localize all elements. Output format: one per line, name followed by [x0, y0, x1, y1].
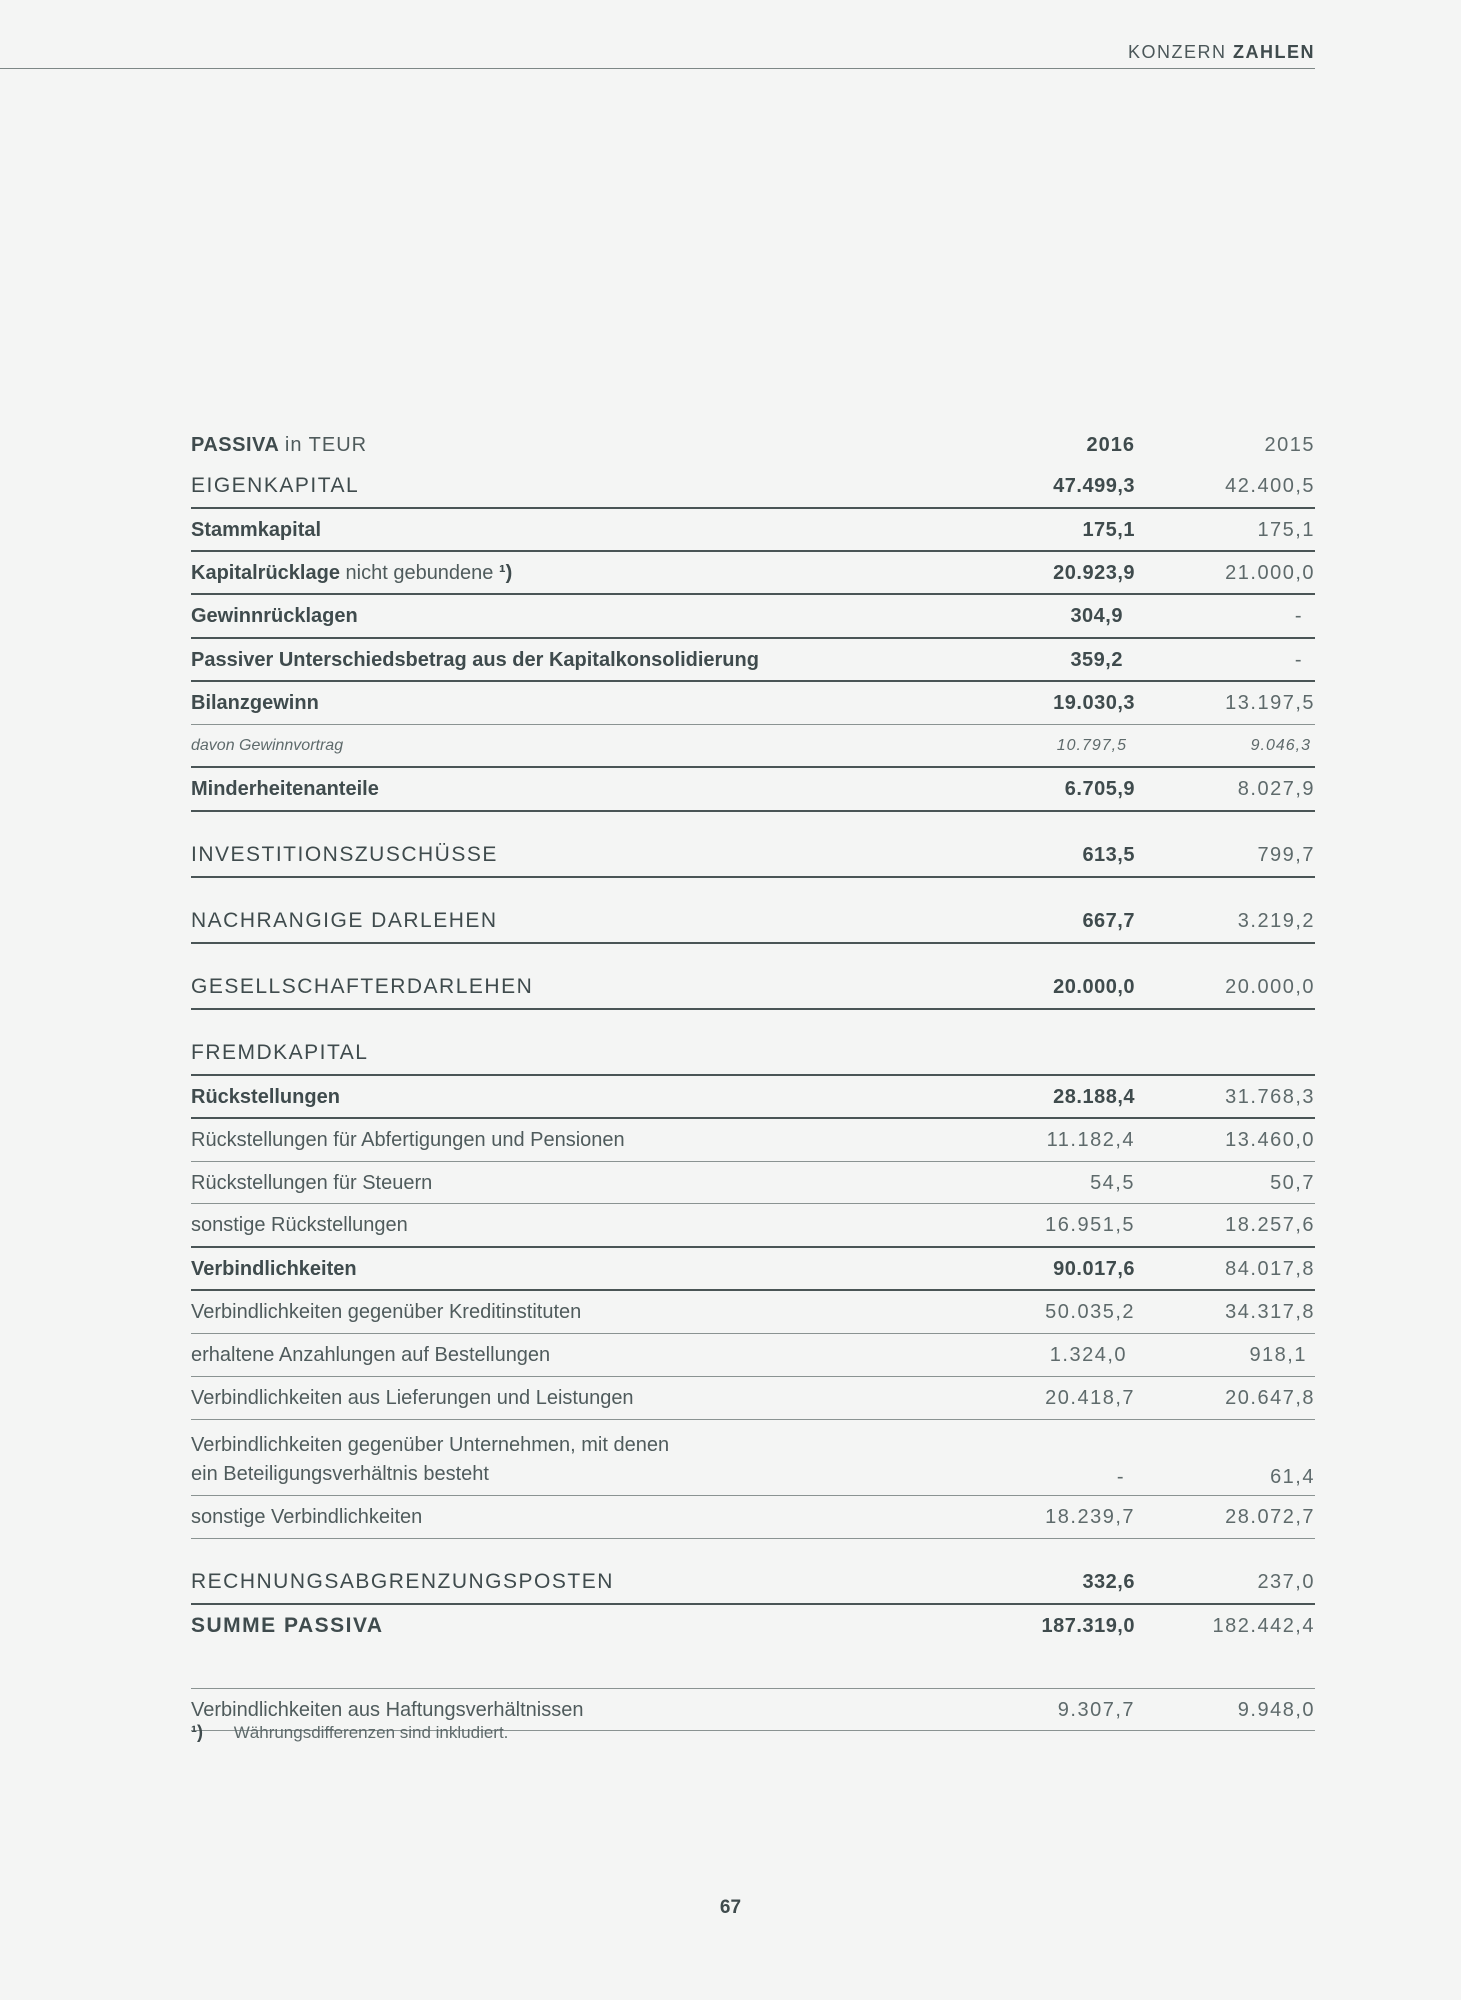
table-row — [191, 900, 1315, 944]
table-row — [191, 768, 1315, 812]
row-label: erhaltene Anzahlungen auf Bestellungen — [191, 1344, 551, 1366]
value-2015: 182.442,4 — [1212, 1614, 1315, 1637]
table-row — [191, 1119, 1315, 1162]
value-2015: 20.000,0 — [1225, 976, 1315, 998]
row-label: Rückstellungen — [191, 1085, 340, 1108]
row-label — [191, 1431, 925, 1489]
value-2016: - — [1116, 1466, 1125, 1488]
value-2016: 187.319,0 — [1041, 1614, 1135, 1637]
value-2015: 31.768,3 — [1225, 1085, 1315, 1108]
row-label-main: Kapitalrücklage — [191, 561, 340, 584]
row-label: Stammkapital — [191, 518, 322, 541]
table-row — [191, 1377, 1315, 1420]
row-label: EIGENKAPITAL — [191, 474, 360, 497]
value-2015: 799,7 — [1257, 844, 1315, 866]
row-label: Minderheitenanteile — [191, 778, 379, 800]
value-2016: 332,6 — [1082, 1571, 1135, 1593]
value-2016: 9.307,7 — [1057, 1698, 1135, 1721]
table-row-total — [191, 1605, 1315, 1646]
page-number: 67 — [719, 1897, 742, 1918]
row-label — [191, 561, 935, 585]
value-2015: - — [1294, 605, 1303, 627]
table-row — [191, 682, 1315, 725]
table-row — [191, 834, 1315, 878]
row-label: Verbindlichkeiten aus Lieferungen und Leistungen — [191, 1387, 634, 1409]
table-title-unit: in TEUR — [284, 433, 368, 456]
value-2015: 8.027,9 — [1237, 778, 1315, 800]
value-2015: - — [1294, 648, 1303, 671]
value-2016: 359,2 — [1070, 648, 1123, 671]
value-2015: 9.948,0 — [1237, 1698, 1315, 1721]
value-2016: 20.000,0 — [1053, 976, 1135, 998]
row-label-suffix: nicht gebundene — [345, 561, 494, 584]
value-2016: 20.418,7 — [1045, 1387, 1135, 1409]
row-label: Passiver Unterschiedsbetrag aus der Kapitalkonsolidierung — [191, 648, 759, 671]
table-row — [191, 1162, 1315, 1204]
table-row — [191, 1291, 1315, 1334]
row-label: sonstige Rückstellungen — [191, 1214, 408, 1236]
value-2016: 20.923,9 — [1053, 561, 1135, 584]
value-2016: 1.324,0 — [1049, 1344, 1127, 1366]
table-row — [191, 1076, 1315, 1119]
row-label: Gewinnrücklagen — [191, 605, 358, 627]
value-2016: 613,5 — [1082, 844, 1135, 866]
header-title-bold: ZAHLEN — [1233, 42, 1315, 62]
table-row — [191, 595, 1315, 639]
row-label: SUMME PASSIVA — [191, 1613, 384, 1637]
table-row — [191, 1420, 1315, 1496]
table-row — [191, 1248, 1315, 1291]
table-row — [191, 1334, 1315, 1377]
row-label: Verbindlichkeiten aus Haftungsverhältnissen — [191, 1698, 584, 1721]
value-2016: 175,1 — [1082, 518, 1135, 541]
value-2015: 50,7 — [1270, 1171, 1315, 1194]
value-2015: 18.257,6 — [1225, 1214, 1315, 1236]
table-row — [191, 725, 1315, 768]
footnote — [191, 1722, 508, 1743]
table-row — [191, 1496, 1315, 1539]
column-header-2016: 2016 — [1086, 433, 1135, 456]
row-label: GESELLSCHAFTERDARLEHEN — [191, 975, 534, 998]
value-2016: 50.035,2 — [1045, 1301, 1135, 1323]
value-2016: 16.951,5 — [1045, 1214, 1135, 1236]
table-row — [191, 1032, 1315, 1076]
row-label: Rückstellungen für Abfertigungen und Pensionen — [191, 1129, 625, 1151]
value-2015: 918,1 — [1249, 1344, 1307, 1366]
value-2015: 3.219,2 — [1237, 910, 1315, 932]
footnote-reference: ¹) — [499, 561, 513, 584]
value-2016: 19.030,3 — [1053, 692, 1135, 714]
value-2015: 237,0 — [1257, 1571, 1315, 1593]
value-2015: 84.017,8 — [1225, 1257, 1315, 1280]
value-2015: 21.000,0 — [1225, 561, 1315, 584]
row-label: INVESTITIONSZUSCHÜSSE — [191, 843, 498, 866]
value-2016: 18.239,7 — [1045, 1506, 1135, 1528]
row-label: sonstige Verbindlichkeiten — [191, 1506, 423, 1528]
header-rule — [0, 68, 1315, 69]
column-header-2015: 2015 — [1264, 433, 1315, 456]
row-label: davon Gewinnvortrag — [191, 736, 344, 754]
table-row — [191, 1561, 1315, 1605]
passiva-table — [191, 424, 1315, 1731]
value-2015: 28.072,7 — [1225, 1506, 1315, 1528]
value-2016: 28.188,4 — [1053, 1085, 1135, 1108]
value-2015: 9.046,3 — [1250, 736, 1311, 754]
row-label-line-1: Verbindlichkeiten gegenüber Unternehmen, mit denen — [191, 1434, 670, 1456]
row-label: Verbindlichkeiten gegenüber Kreditinstituten — [191, 1301, 582, 1323]
value-2015: 13.197,5 — [1225, 692, 1315, 714]
header-title-light: KONZERN — [1127, 42, 1227, 62]
value-2016: 47.499,3 — [1053, 475, 1135, 497]
footnote-mark: ¹) — [191, 1722, 203, 1742]
row-label: Verbindlichkeiten — [191, 1257, 357, 1280]
table-title-bold: PASSIVA — [191, 433, 280, 456]
value-2015: 42.400,5 — [1225, 475, 1315, 497]
value-2016: 11.182,4 — [1046, 1129, 1135, 1151]
row-label: Rückstellungen für Steuern — [191, 1171, 433, 1194]
table-row — [191, 639, 1315, 682]
value-2015: 20.647,8 — [1225, 1387, 1315, 1409]
value-2015: 175,1 — [1257, 518, 1315, 541]
row-label: RECHNUNGSABGRENZUNGSPOSTEN — [191, 1570, 614, 1593]
table-row — [191, 465, 1315, 509]
value-2015: 34.317,8 — [1225, 1301, 1315, 1323]
value-2016: 10.797,5 — [1056, 736, 1127, 754]
table-row — [191, 509, 1315, 552]
value-2016: 54,5 — [1090, 1171, 1135, 1194]
row-label: NACHRANGIGE DARLEHEN — [191, 909, 498, 932]
row-label: Bilanzgewinn — [191, 692, 319, 714]
value-2016: 90.017,6 — [1053, 1257, 1135, 1280]
value-2016: 304,9 — [1070, 605, 1123, 627]
footnote-text: Währungsdifferenzen sind inkludiert. — [233, 1723, 509, 1742]
running-header — [1128, 42, 1315, 63]
row-label: FREMDKAPITAL — [191, 1041, 369, 1064]
value-2016: 667,7 — [1082, 910, 1135, 932]
value-2015: 61,4 — [1270, 1466, 1315, 1488]
table-row — [191, 552, 1315, 595]
table-title — [191, 433, 935, 457]
value-2015: 13.460,0 — [1225, 1129, 1315, 1151]
table-header-row — [191, 424, 1315, 465]
table-row — [191, 1204, 1315, 1248]
table-row — [191, 966, 1315, 1010]
row-label-line-2: ein Beteiligungsverhältnis besteht — [191, 1463, 489, 1485]
value-2016: 6.705,9 — [1064, 778, 1135, 800]
